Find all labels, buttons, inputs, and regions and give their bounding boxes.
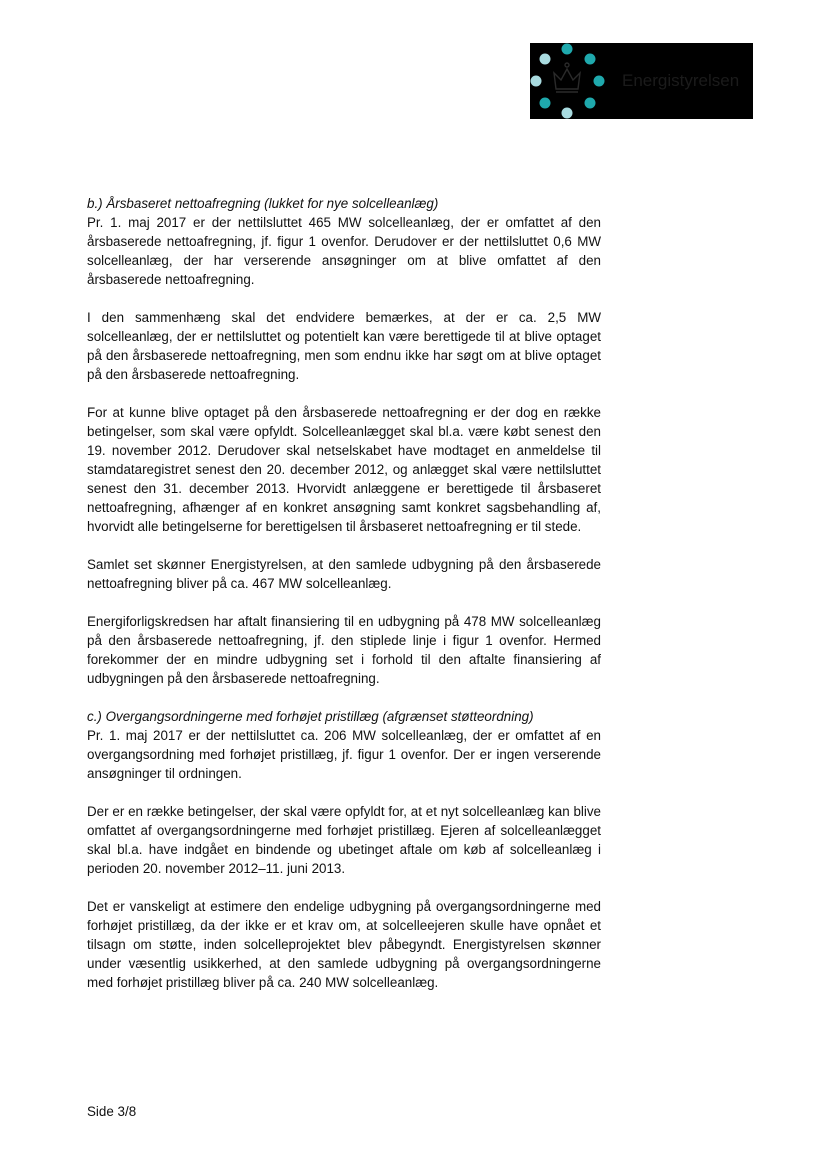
section-c-paragraph-3: Det er vanskeligt at estimere den endelige udbygning på overgangsordningerne med forhøjet pristillæg, da der ikke er et krav om, at solcelleejeren skulle have opnået et tilsagn om støtte, inden solcelleprojektet blev påbegyndt. Energistyrelsen skønner under væsentlig usikkerhed, at den samlede udbygning på overgangsordningerne med forhøjet pristillæg bliver på ca. 240 MW solcelleanlæg. [87, 899, 601, 990]
section-b-heading: b.) Årsbaseret nettoafregning (lukket for nye solcelleanlæg) [87, 196, 439, 211]
logo-text: Energistyrelsen [622, 71, 740, 90]
section-b-paragraph-2: I den sammenhæng skal det endvidere bemærkes, at der er ca. 2,5 MW solcelleanlæg, der er nettilsluttet og potentielt kan være berettigede til at blive optaget på den årsbaserede nettoafregning, men som endnu ikke har søgt om at blive optaget på den årsbaserede nettoafregning. [87, 310, 601, 382]
section-b-paragraph-1: Pr. 1. maj 2017 er der nettilsluttet 465 MW solcelleanlæg, der er omfattet af den årsbaserede nettoafregning, jf. figur 1 ovenfor. Derudover er der nettilsluttet 0,6 MW solcelleanlæg, der har verserende ansøgninger om at blive omfattet af den årsbaserede nettoafregning. [87, 215, 601, 287]
section-c-paragraph-1: Pr. 1. maj 2017 er der nettilsluttet ca. 206 MW solcelleanlæg, der er omfattet af en overgangsordning med forhøjet pristillæg, jf. figur 1 ovenfor. Der er ingen verserende ansøgninger til ordningen. [87, 728, 601, 781]
section-b-paragraph-4: Samlet set skønner Energistyrelsen, at den samlede udbygning på den årsbaserede nettoafregning bliver på ca. 467 MW solcelleanlæg. [87, 557, 601, 591]
section-c-heading: c.) Overgangsordningerne med forhøjet pristillæg (afgrænset støtteordning) [87, 709, 534, 724]
page-number: Side 3/8 [87, 1104, 137, 1119]
document-body [87, 194, 601, 992]
energistyrelsen-logo [530, 43, 753, 119]
section-b-paragraph-5: Energiforligskredsen har aftalt finansiering til en udbygning på 478 MW solcelleanlæg på den årsbaserede nettoafregning, jf. den stiplede linje i figur 1 ovenfor. Hermed forekommer der en mindre udbygning set i forhold til den aftalte finansiering af udbygningen på den årsbaserede nettoafregning. [87, 614, 601, 686]
section-b-paragraph-3: For at kunne blive optaget på den årsbaserede nettoafregning er der dog en række betingelser, som skal være opfyldt. Solcelleanlægget skal bl.a. være købt senest den 19. november 2012. Derudover skal netselskabet have modtaget en anmeldelse til stamdataregistret senest den 20. december 2012, og anlægget skal være nettilsluttet senest den 31. december 2013. Hvorvidt anlæggene er berettigede til årsbaseret nettoafregning, afhænger af en konkret ansøgning samt konkret sagsbehandling af, hvorvidt alle betingelserne for berettigelsen til årsbaseret nettoafregning er til stede. [87, 405, 601, 534]
section-c-paragraph-2: Der er en række betingelser, der skal være opfyldt for, at et nyt solcelleanlæg kan blive omfattet af overgangsordningerne med forhøjet pristillæg. Ejeren af solcelleanlægget skal bl.a. have indgået en bindende og ubetinget aftale om køb af solcelleanlæg i perioden 20. november 2012–11. juni 2013. [87, 804, 601, 876]
